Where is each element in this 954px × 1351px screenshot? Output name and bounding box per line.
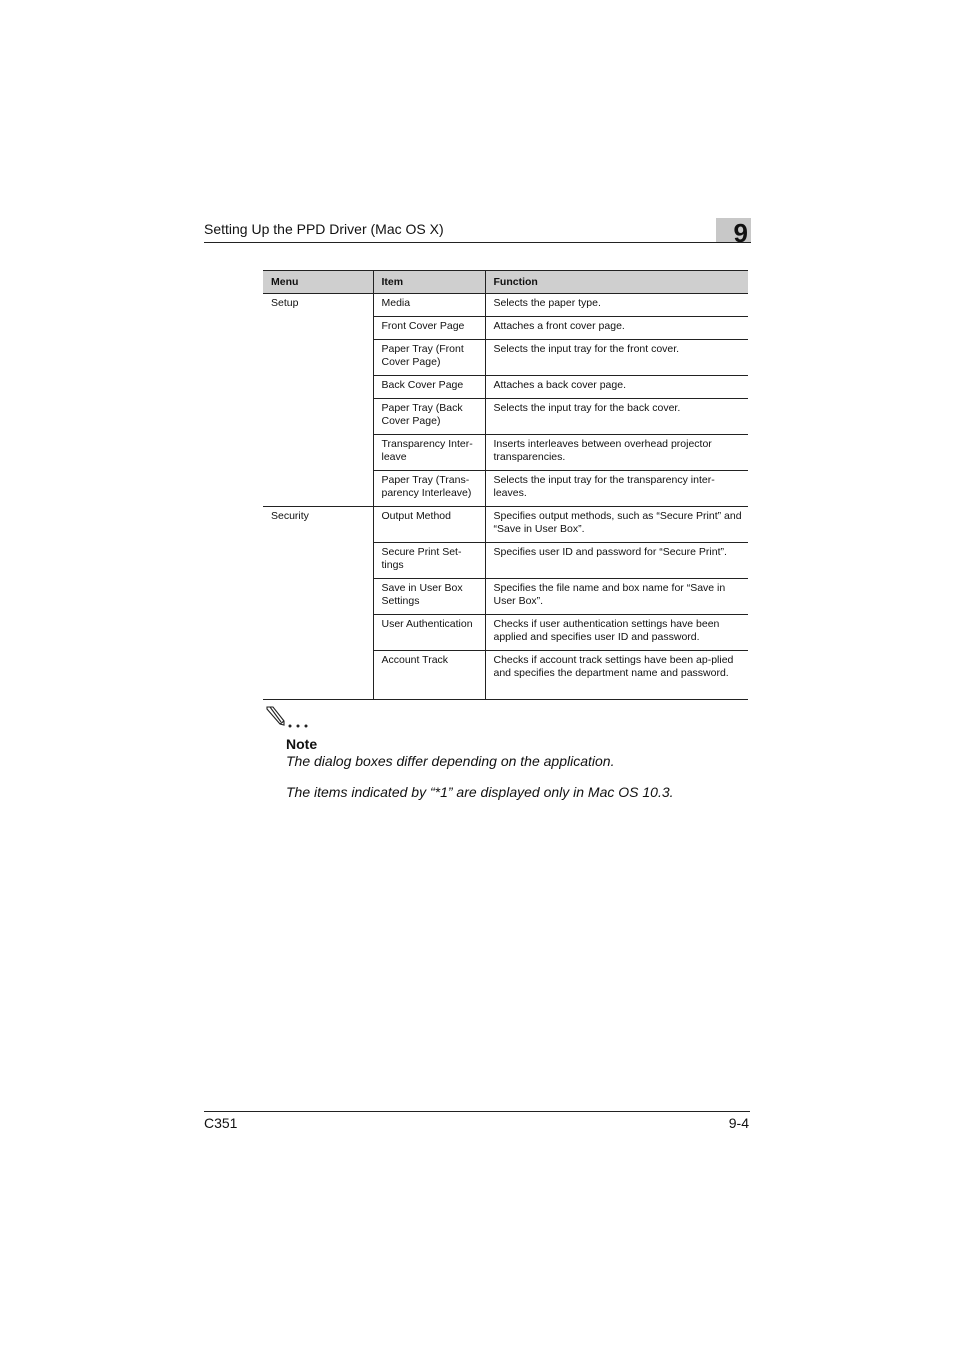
function-cell: Attaches a front cover page.	[485, 317, 748, 340]
chapter-tab	[716, 218, 751, 248]
note-text: The dialog boxes differ depending on the application.	[286, 753, 615, 769]
item-cell: Save in User Box Settings	[373, 579, 485, 615]
item-cell: Paper Tray (Back Cover Page)	[373, 399, 485, 435]
table-row	[263, 294, 748, 317]
menu-cell-security: Security	[263, 507, 373, 700]
column-header-function: Function	[485, 271, 748, 294]
item-cell: Transparency Inter-leave	[373, 435, 485, 471]
column-header-menu: Menu	[263, 271, 373, 294]
settings-table	[263, 270, 748, 700]
menu-cell-setup: Setup	[263, 294, 373, 507]
function-cell: Selects the input tray for the front cover.	[485, 340, 748, 376]
chapter-number: 9	[733, 218, 748, 248]
table-row	[263, 507, 748, 543]
footer-divider	[204, 1111, 750, 1112]
function-cell: Checks if user authentication settings have been applied and specifies user ID and password.	[485, 615, 748, 651]
function-cell: Specifies the file name and box name for “Save in User Box”.	[485, 579, 748, 615]
function-cell: Attaches a back cover page.	[485, 376, 748, 399]
function-cell: Selects the input tray for the transparency inter-leaves.	[485, 471, 748, 507]
function-cell: Specifies user ID and password for “Secure Print”.	[485, 543, 748, 579]
item-cell: Media	[373, 294, 485, 317]
note-label: Note	[286, 736, 318, 752]
page-number: 9-4	[728, 1115, 749, 1131]
item-cell: Paper Tray (Front Cover Page)	[373, 340, 485, 376]
item-cell: User Authentication	[373, 615, 485, 651]
function-cell: Specifies output methods, such as “Secure Print” and “Save in User Box”.	[485, 507, 748, 543]
item-cell: Output Method	[373, 507, 485, 543]
function-cell: Inserts interleaves between overhead projector transparencies.	[485, 435, 748, 471]
item-cell: Paper Tray (Trans-parency Interleave)	[373, 471, 485, 507]
note-text: The items indicated by “*1” are displayed only in Mac OS 10.3.	[286, 784, 674, 800]
item-cell: Account Track	[373, 651, 485, 700]
item-cell: Secure Print Set-tings	[373, 543, 485, 579]
header-title: Setting Up the PPD Driver (Mac OS X)	[204, 221, 444, 237]
footer-model: C351	[204, 1115, 238, 1131]
function-cell: Selects the paper type.	[485, 294, 748, 317]
column-header-item: Item	[373, 271, 485, 294]
function-cell: Selects the input tray for the back cover.	[485, 399, 748, 435]
pencil-note-icon	[264, 704, 312, 730]
table-header-row	[263, 271, 748, 294]
item-cell: Back Cover Page	[373, 376, 485, 399]
function-cell: Checks if account track settings have been ap-plied and specifies the department name and password.	[485, 651, 748, 700]
header-divider	[204, 242, 751, 243]
item-cell: Front Cover Page	[373, 317, 485, 340]
